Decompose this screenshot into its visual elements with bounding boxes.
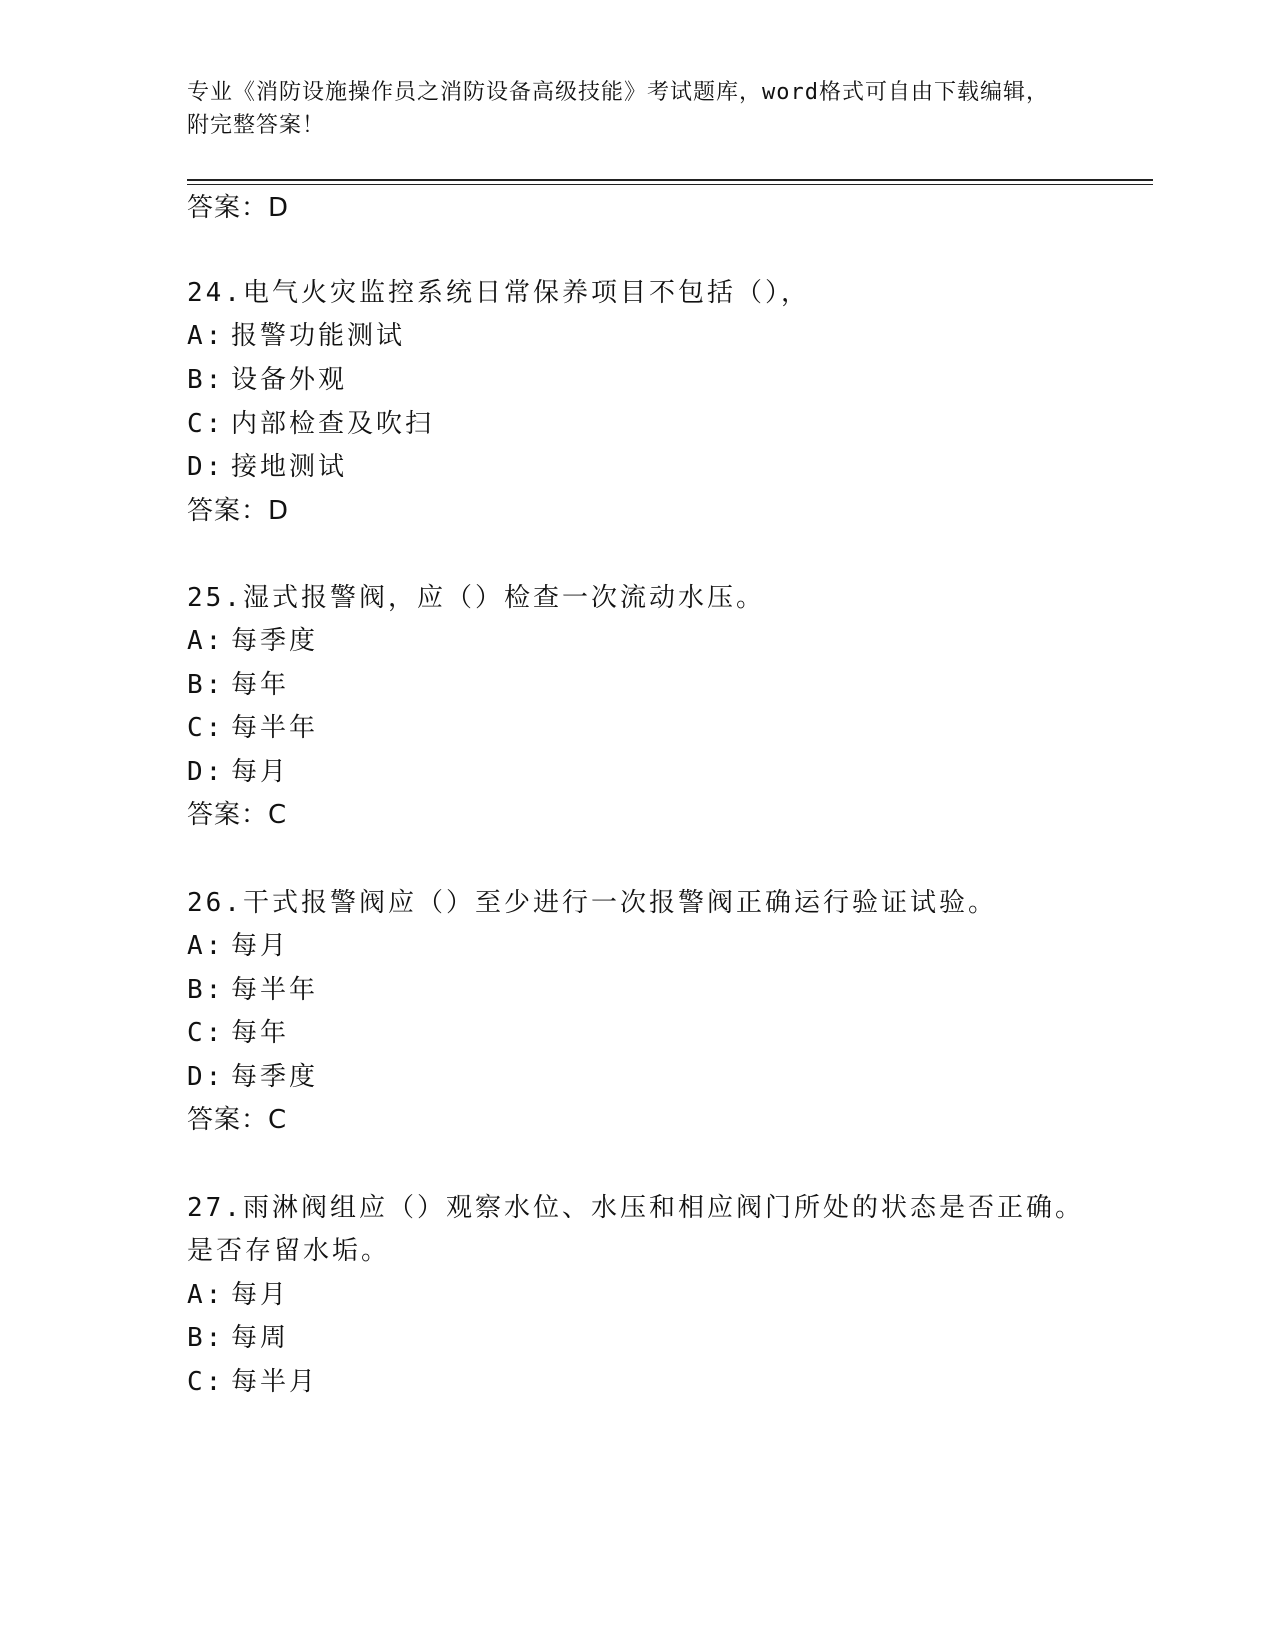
option-letter: B:: [187, 365, 225, 395]
question-24-option-a: [187, 321, 405, 351]
option-letter: A:: [187, 626, 225, 656]
question-24-stem: 24.电气火灾监控系统日常保养项目不包括（），: [187, 278, 810, 308]
option-letter: B:: [187, 975, 225, 1005]
option-text: 每月: [231, 757, 290, 787]
question-25-option-a: [187, 626, 318, 656]
option-text: 每月: [231, 931, 290, 961]
question-24-option-d: [187, 452, 347, 482]
option-letter: D:: [187, 1062, 225, 1092]
question-24-option-b: [187, 365, 347, 395]
option-text: 每季度: [231, 626, 319, 656]
question-26-option-d: [187, 1062, 318, 1092]
question-26-stem: 26.干式报警阀应（）至少进行一次报警阀正确运行验证试验。: [187, 888, 997, 918]
option-letter: C:: [187, 713, 225, 743]
option-text: 每半月: [231, 1367, 319, 1397]
option-text: 每半年: [231, 975, 319, 1005]
option-letter: A:: [187, 321, 225, 351]
option-text: 每季度: [231, 1062, 319, 1092]
option-text: 内部检查及吹扫: [231, 409, 435, 439]
question-25-answer: 答案：C: [187, 800, 288, 830]
option-text: 报警功能测试: [231, 321, 406, 351]
option-text: 设备外观: [231, 365, 348, 395]
option-text: 每年: [231, 1018, 290, 1048]
question-26-option-b: [187, 975, 318, 1005]
document-header: 专业《消防设施操作员之消防设备高级技能》考试题库，word格式可自由下载编辑，附完整答案！: [187, 80, 1049, 138]
header-rule-thin: [187, 184, 1153, 185]
question-26-option-a: [187, 931, 289, 961]
question-27-stem-line2: 是否存留水垢。: [187, 1236, 391, 1266]
question-27-option-b: [187, 1323, 289, 1353]
question-25-option-c: [187, 713, 318, 743]
question-26-answer: 答案：C: [187, 1105, 288, 1135]
question-27-option-a: [187, 1280, 289, 1310]
option-letter: C:: [187, 1018, 225, 1048]
option-text: 每年: [231, 670, 290, 700]
answer-prev: 答案：D: [187, 193, 290, 223]
option-letter: D:: [187, 452, 225, 482]
question-24-answer: 答案：D: [187, 496, 290, 526]
question-25-option-d: [187, 757, 289, 787]
option-letter: A:: [187, 1280, 225, 1310]
option-text: 每月: [231, 1280, 290, 1310]
option-letter: B:: [187, 1323, 225, 1353]
option-text: 每半年: [231, 713, 319, 743]
question-25-stem: 25.湿式报警阀，应（）检查一次流动水压。: [187, 583, 765, 613]
option-letter: C:: [187, 1367, 225, 1397]
option-text: 每周: [231, 1323, 290, 1353]
option-letter: A:: [187, 931, 225, 961]
question-25-option-b: [187, 670, 289, 700]
question-27-stem-line1: 27.雨淋阀组应（）观察水位、水压和相应阀门所处的状态是否正确。: [187, 1193, 1084, 1223]
option-text: 接地测试: [231, 452, 348, 482]
question-24-option-c: [187, 409, 434, 439]
option-letter: C:: [187, 409, 225, 439]
question-27-option-c: [187, 1367, 318, 1397]
question-26-option-c: [187, 1018, 289, 1048]
option-letter: B:: [187, 670, 225, 700]
header-rule-thick: [187, 179, 1153, 181]
option-letter: D:: [187, 757, 225, 787]
